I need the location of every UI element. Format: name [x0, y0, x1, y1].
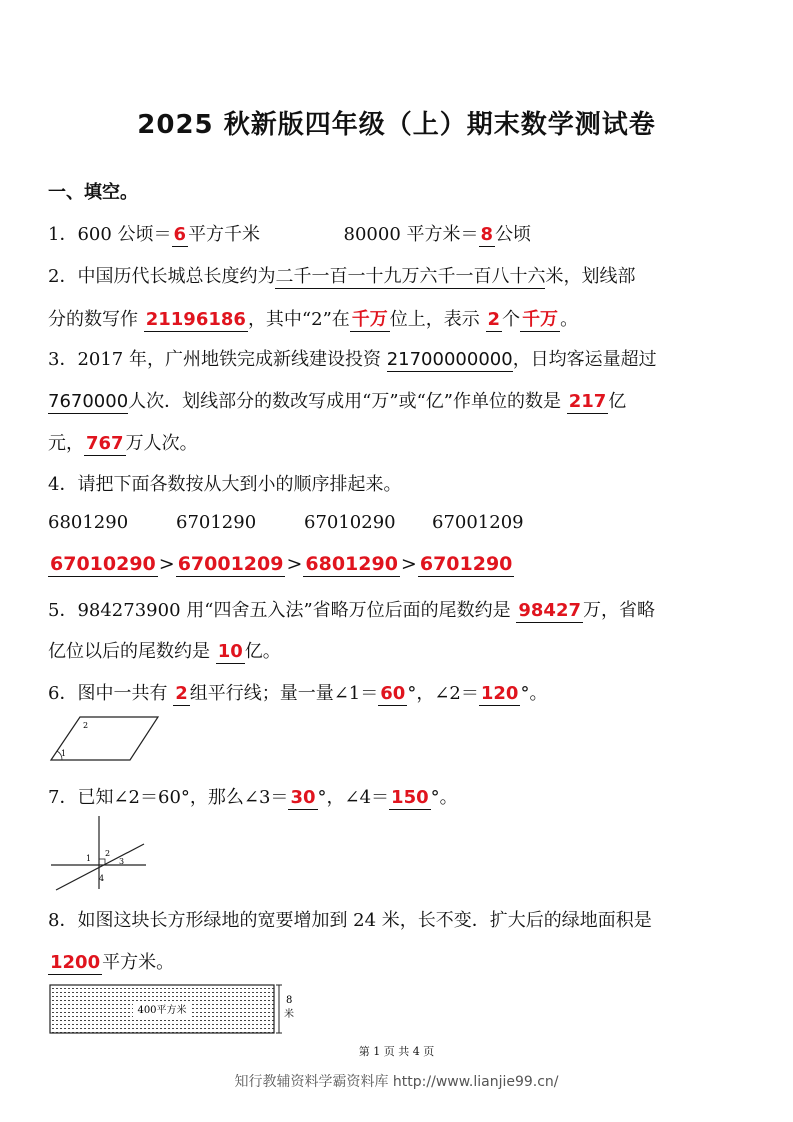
site-watermark: 知行教辅资料学霸资料库 http://www.lianjie99.cn/ — [234, 1074, 559, 1090]
q2-text: 分的数写作 — [48, 309, 144, 330]
q5-text: 亿位以后的尾数约是 — [48, 641, 216, 662]
q4-number: 67001209 — [432, 512, 524, 533]
question-4-answer — [48, 553, 748, 577]
question-4-numbers — [48, 512, 748, 533]
q4-answer-4: 6701290 — [419, 553, 513, 575]
q6-text: 组平行线；量一量∠1＝ — [189, 683, 379, 704]
q2-text: 2．中国历代长城总长度约为 — [48, 266, 276, 287]
q2-text: 位上，表示 — [389, 309, 486, 330]
q6-answer-2: 60 — [380, 683, 406, 704]
angle-label-2: 2 — [83, 721, 89, 730]
q6-text: °，∠2＝ — [407, 683, 479, 704]
q2-text: 个 — [502, 309, 521, 330]
question-1 — [48, 220, 748, 247]
q2-answer-4: 千万 — [522, 309, 559, 330]
width-label-unit: 米 — [284, 1009, 294, 1020]
q3-underlined-number-1: 21700000000 — [386, 349, 513, 370]
q3-text: 人次．划线部分的数改写成用“万”或“亿”作单位的数是 — [128, 391, 567, 412]
q8-answer-1: 1200 — [50, 952, 101, 973]
question-2-line-1 — [48, 262, 748, 289]
angle-label-3: 3 — [119, 857, 125, 866]
q5-text: 5．984273900 用“四舍五入法”省略万位后面的尾数约是 — [48, 600, 517, 621]
question-3-line-3 — [48, 429, 748, 456]
q7-text: °。 — [430, 787, 458, 808]
q5-text: 万，省略 — [583, 600, 655, 621]
q2-answer-1: 21196186 — [145, 309, 246, 330]
q1-answer-1: 6 — [173, 224, 187, 245]
q6-answer-3: 120 — [480, 683, 519, 704]
width-label-number: 8 — [286, 995, 293, 1006]
q1-text: 1．600 公顷＝ — [48, 224, 172, 245]
q1-text: 平方千米 — [188, 224, 261, 245]
parallelogram-shape — [51, 717, 158, 760]
question-3-line-1 — [48, 345, 748, 372]
q6-text: 6．图中一共有 — [48, 683, 174, 704]
question-5-line-2 — [48, 637, 748, 664]
angle-label-1: 1 — [86, 854, 92, 863]
question-6 — [48, 679, 748, 706]
right-angle-mark — [99, 859, 105, 865]
q5-answer-2: 10 — [217, 641, 243, 662]
q4-number: 6701290 — [176, 512, 257, 533]
q3-text: 元， — [48, 433, 84, 454]
intersecting-lines-figure — [48, 814, 153, 894]
q3-text: 亿 — [608, 391, 627, 412]
parallelogram-figure — [48, 714, 163, 764]
page-footer: 第 1 页 共 4 页 — [358, 1045, 435, 1058]
q7-answer-1: 30 — [290, 787, 316, 808]
greater-than-sign: > — [286, 553, 303, 575]
q3-text: ，日均客运量超过 — [512, 349, 657, 370]
q2-text: 米，划线部 — [545, 266, 636, 287]
q4-number: 67010290 — [304, 512, 396, 533]
q2-answer-2: 千万 — [351, 309, 388, 330]
greater-than-sign: > — [400, 553, 417, 575]
question-7 — [48, 783, 748, 810]
greater-than-sign: > — [158, 553, 175, 575]
page-title: 2025 秋新版四年级（上）期末数学测试卷 — [137, 110, 656, 140]
q2-underlined-number: 二千一百一十九万六千一百八十六 — [275, 266, 546, 287]
q7-answer-2: 150 — [391, 787, 429, 808]
q7-text: 7．已知∠2＝60°，那么∠3＝ — [48, 787, 289, 808]
q3-answer-1: 217 — [568, 391, 607, 412]
q6-text: °。 — [520, 683, 548, 704]
q1-answer-2: 8 — [480, 224, 494, 245]
q4-number: 6801290 — [48, 512, 129, 533]
angle-label-2: 2 — [105, 849, 111, 858]
section-heading-fill-blank: 一、填空。 — [48, 182, 138, 203]
area-label: 400平方米 — [137, 1005, 187, 1016]
question-3-line-2 — [48, 387, 748, 414]
question-4: 4．请把下面各数按从大到小的顺序排起来。 — [48, 474, 402, 495]
q3-text: 万人次。 — [125, 433, 198, 454]
question-8-line-2 — [48, 948, 748, 975]
angle-label-4: 4 — [99, 874, 105, 883]
rectangle-lawn-figure — [48, 983, 298, 1037]
q4-answer-2: 67001209 — [177, 553, 284, 575]
angle-label-1: 1 — [61, 749, 67, 758]
slanted-line — [56, 844, 144, 890]
q3-underlined-number-2: 7670000 — [48, 391, 129, 412]
q2-answer-3: 2 — [487, 309, 501, 330]
q8-text: 平方米。 — [102, 952, 175, 973]
q3-answer-2: 767 — [86, 433, 124, 454]
question-8-line-1: 8．如图这块长方形绿地的宽要增加到 24 米，长不变．扩大后的绿地面积是 — [48, 910, 652, 931]
q2-text: ，其中“2”在 — [247, 309, 350, 330]
q2-text: 。 — [560, 309, 579, 330]
q1-text: 公顷 — [495, 224, 532, 245]
q5-answer-1: 98427 — [518, 600, 581, 621]
q5-text: 亿。 — [244, 641, 281, 662]
q4-answer-1: 67010290 — [50, 553, 156, 575]
question-5-line-1 — [48, 596, 748, 623]
q6-answer-1: 2 — [175, 683, 188, 704]
q4-answer-3: 6801290 — [305, 553, 398, 575]
q1-text: 80000 平方米＝ — [343, 224, 479, 245]
q3-text: 3．2017 年，广州地铁完成新线建设投资 — [48, 349, 387, 370]
q7-text: °，∠4＝ — [317, 787, 390, 808]
question-2-line-2 — [48, 305, 748, 332]
